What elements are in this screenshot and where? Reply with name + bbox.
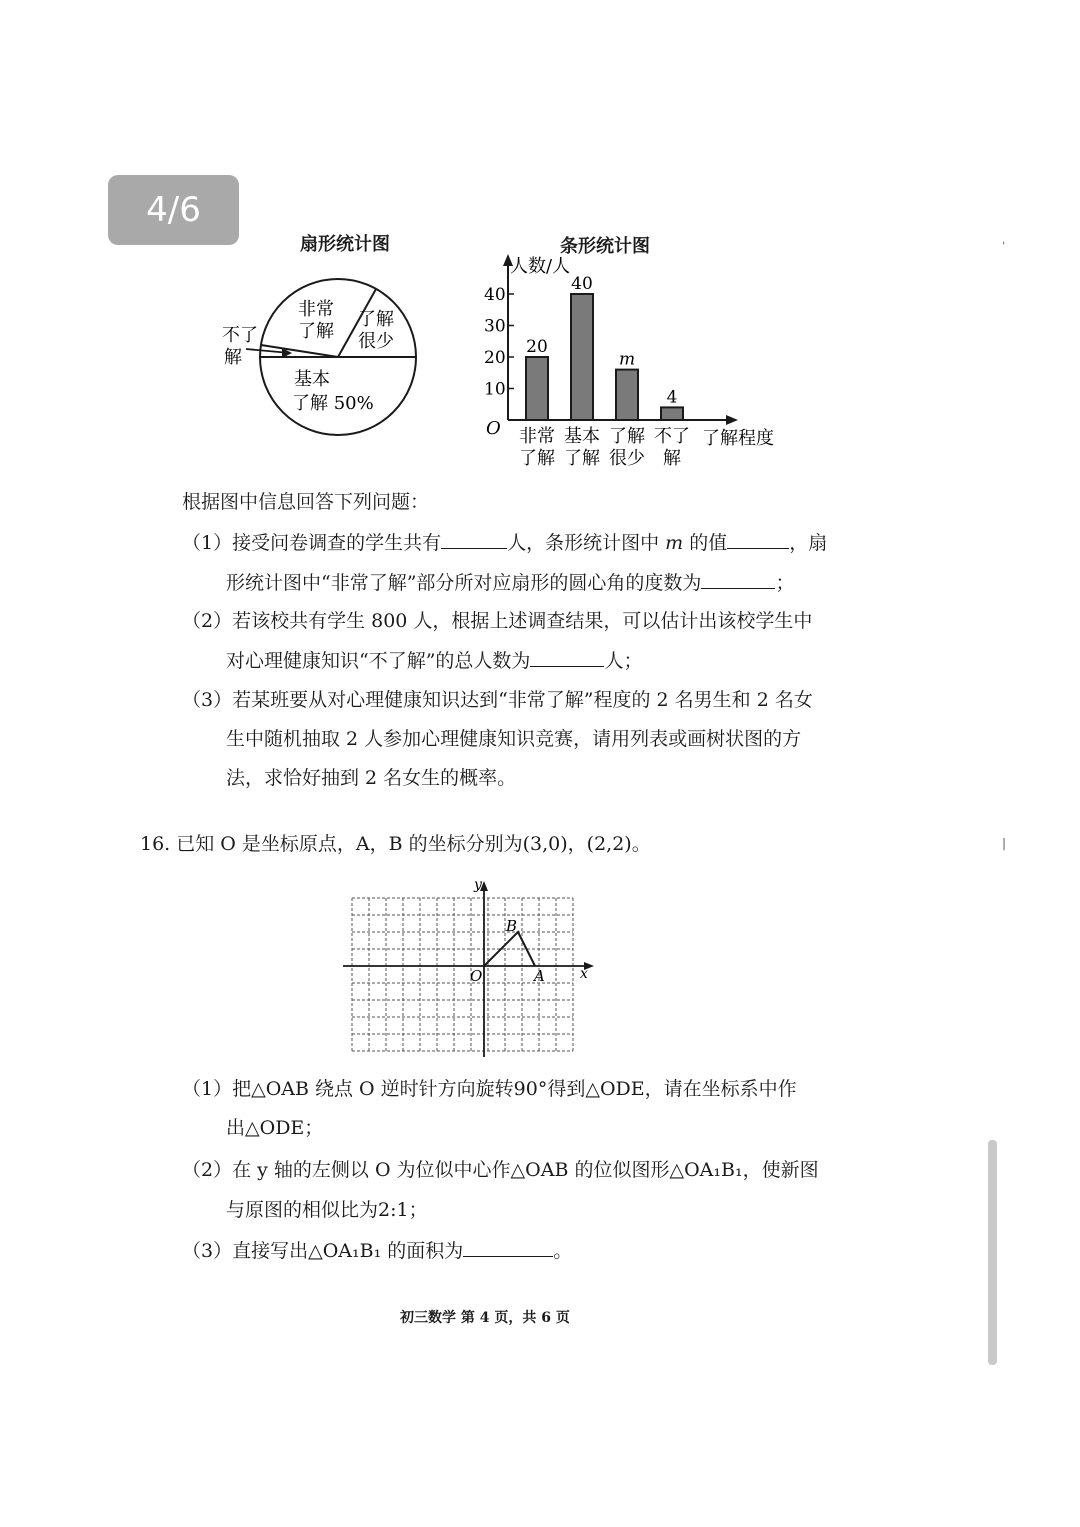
pie-label-little: 很少 [358,331,394,352]
page-footer: 初三数学 第 4 页，共 6 页 [400,1310,570,1326]
coordinate-grid [340,875,600,1065]
bar-1 [571,294,593,420]
bar-3 [661,407,683,420]
q16-stem: 16. 已知 O 是坐标原点，A，B 的坐标分别为(3,0)，(2,2)。 [140,833,651,855]
bar-category-label: 了解 [564,448,600,469]
bar-y-label: 人数/人 [510,256,571,277]
bar-origin-label: O [486,418,501,439]
bar-category-label: 很少 [609,448,645,469]
q16-p3-text: （3）直接写出△OA₁B₁ 的面积为 [182,1240,464,1262]
q15-p1-text: （1）接受问卷调查的学生共有 [182,532,442,554]
q15-part3-line3: 法，求恰好抽到 2 名女生的概率。 [226,767,517,789]
q15-p2-text: 对心理健康知识“不了解”的总人数为 [226,650,531,672]
q16-part1-line2: 出△ODE； [226,1117,324,1139]
bar-chart [470,248,790,478]
q15-part1-line1 [182,530,827,555]
edge-mark: ˌ [1002,232,1006,246]
q16-p3-text: 。 [553,1240,573,1262]
bar-x-arrowhead [726,415,738,425]
q15-part3-line2: 生中随机抽取 2 人参加心理健康知识竞赛，请用列表或画树状图的方 [226,728,802,750]
q15-part3-line1: （3）若某班要从对心理健康知识达到“非常了解”程度的 2 名男生和 2 名女 [182,689,813,711]
q15-p2-text: 人； [604,650,643,672]
q16-part1-line1: （1）把△OAB 绕点 O 逆时针方向旋转90°得到△ODE，请在坐标系中作 [182,1078,797,1100]
bar-y-tick-label: 40 [484,285,506,305]
q16-part2-line1: （2）在 y 轴的左侧以 O 为位似中心作△OAB 的位似图形△OA₁B₁，使新图 [182,1159,819,1181]
pie-label-little: 了解 [358,309,394,330]
pie-label-none: 解 [224,347,242,368]
q15-intro: 根据图中信息回答下列问题： [182,491,430,513]
bar-category-label: 非常 [519,426,555,447]
bar-data-label: 4 [666,387,678,408]
bar-category-label: 不了 [654,426,690,447]
bar-2 [616,370,638,420]
pie-label-basic: 了解 50% [292,393,374,414]
bar-y-tick-label: 10 [484,379,506,400]
variable-m: m [665,532,684,554]
bar-data-label: 20 [526,337,548,357]
pie-label-very: 了解 [298,321,334,342]
bar-category-label: 解 [663,448,681,469]
bar-data-label: 40 [571,274,593,294]
bar-chart-title: 条形统计图 [560,236,650,257]
bar-category-label: 基本 [564,426,600,447]
q15-p1-text: 的值 [689,532,728,554]
scrollbar-thumb[interactable] [988,1140,997,1365]
grid-label-a: A [534,967,545,985]
bar-0 [526,357,548,420]
q15-p1-text: ，扇 [789,532,828,554]
answer-blank-none[interactable] [530,648,604,667]
bar-y-tick-label: 30 [484,316,506,337]
edge-mark: | [1002,836,1007,850]
answer-blank-total[interactable] [441,530,507,549]
pie-label-very: 非常 [298,299,334,320]
bar-y-tick-label: 20 [484,348,506,368]
q16-part2-line2: 与原图的相似比为2:1； [226,1199,428,1221]
grid-label-x: x [580,966,588,982]
pie-chart [210,265,430,445]
q15-p1-text: 人，条形统计图中 [507,532,660,554]
bar-data-label: m [618,349,636,370]
bar-category-label: 了解 [519,448,555,469]
answer-blank-area[interactable] [463,1238,553,1257]
q16-part3 [182,1238,572,1263]
grid-label-o: O [470,967,483,985]
pie-label-basic: 基本 [294,369,330,390]
grid-label-y: y [474,877,482,893]
q15-part1-line2 [226,570,794,595]
grid-label-b: B [506,917,518,935]
answer-blank-angle[interactable] [701,570,775,589]
page-indicator: 4/6 [108,175,239,245]
pie-label-none: 不了 [222,325,258,346]
bar-x-label: 了解程度 [702,428,774,449]
q15-p1-text: ； [775,572,795,594]
q15-p1-text: 形统计图中“非常了解”部分所对应扇形的圆心角的度数为 [226,572,702,594]
q15-part2-line1: （2）若该校共有学生 800 人，根据上述调查结果，可以估计出该校学生中 [182,610,813,632]
answer-blank-m[interactable] [727,530,789,549]
bar-category-label: 了解 [609,426,645,447]
pie-chart-title: 扇形统计图 [300,234,390,255]
q15-part2-line2 [226,648,642,673]
